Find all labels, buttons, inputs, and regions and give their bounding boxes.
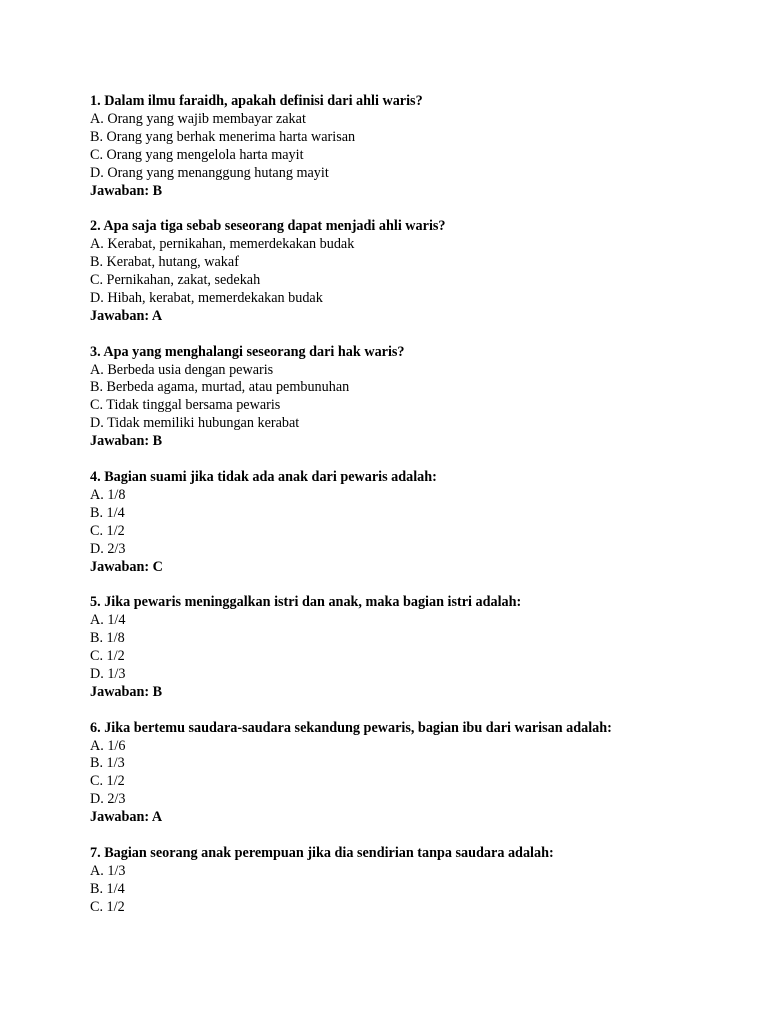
option-c: C. 1/2 (90, 898, 125, 915)
option-d: D. 2/3 (90, 540, 126, 557)
option-b: B. Berbeda agama, murtad, atau pembunuhan (90, 379, 350, 396)
option-c: C. 1/2 (90, 648, 125, 665)
answer-key: Jawaban: A (90, 307, 163, 324)
answer-key: Jawaban: C (90, 558, 163, 575)
option-d: D. Hibah, kerabat, memerdekakan budak (90, 289, 323, 306)
question-2 (90, 218, 750, 325)
option-b: B. 1/4 (90, 504, 125, 521)
option-d: D. Orang yang menanggung hutang mayit (90, 164, 329, 181)
question-text: 7. Bagian seorang anak perempuan jika dia sendirian tanpa saudara adalah: (90, 844, 554, 861)
question-text: 5. Jika pewaris meninggalkan istri dan anak, maka bagian istri adalah: (90, 594, 522, 611)
option-b: B. 1/3 (90, 755, 125, 772)
option-a: A. Orang yang wajib membayar zakat (90, 110, 306, 127)
option-a: A. Kerabat, pernikahan, memerdekakan budak (90, 236, 355, 253)
question-4 (90, 469, 750, 576)
option-b: B. Kerabat, hutang, wakaf (90, 254, 239, 271)
question-1 (90, 93, 750, 200)
question-text: 3. Apa yang menghalangi seseorang dari hak waris? (90, 343, 405, 360)
option-a: A. 1/6 (90, 737, 126, 754)
option-d: D. 1/3 (90, 665, 126, 682)
option-a: A. 1/4 (90, 612, 126, 629)
option-d: D. 2/3 (90, 791, 126, 808)
option-b: B. 1/8 (90, 630, 125, 647)
option-c: C. Orang yang mengelola harta mayit (90, 146, 304, 163)
question-7 (90, 845, 750, 917)
answer-key: Jawaban: B (90, 683, 163, 700)
question-text: 1. Dalam ilmu faraidh, apakah definisi dari ahli waris? (90, 93, 423, 109)
option-a: A. Berbeda usia dengan pewaris (90, 361, 274, 378)
option-d: D. Tidak memiliki hubungan kerabat (90, 415, 300, 432)
question-text: 2. Apa saja tiga sebab seseorang dapat menjadi ahli waris? (90, 218, 446, 235)
option-a: A. 1/3 (90, 862, 126, 879)
question-6 (90, 720, 750, 827)
option-c: C. Tidak tinggal bersama pewaris (90, 397, 281, 414)
answer-key: Jawaban: B (90, 433, 163, 450)
option-c: C. 1/2 (90, 773, 125, 790)
option-c: C. 1/2 (90, 522, 125, 539)
option-b: B. Orang yang berhak menerima harta warisan (90, 128, 356, 145)
question-5 (90, 594, 750, 701)
option-c: C. Pernikahan, zakat, sedekah (90, 272, 261, 289)
option-b: B. 1/4 (90, 880, 125, 897)
option-a: A. 1/8 (90, 486, 126, 503)
question-text: 4. Bagian suami jika tidak ada anak dari pewaris adalah: (90, 468, 437, 485)
question-3 (90, 344, 750, 451)
question-text: 6. Jika bertemu saudara-saudara sekandung pewaris, bagian ibu dari warisan adalah: (90, 719, 612, 736)
answer-key: Jawaban: B (90, 182, 163, 199)
answer-key: Jawaban: A (90, 809, 163, 826)
document-page (90, 93, 750, 934)
